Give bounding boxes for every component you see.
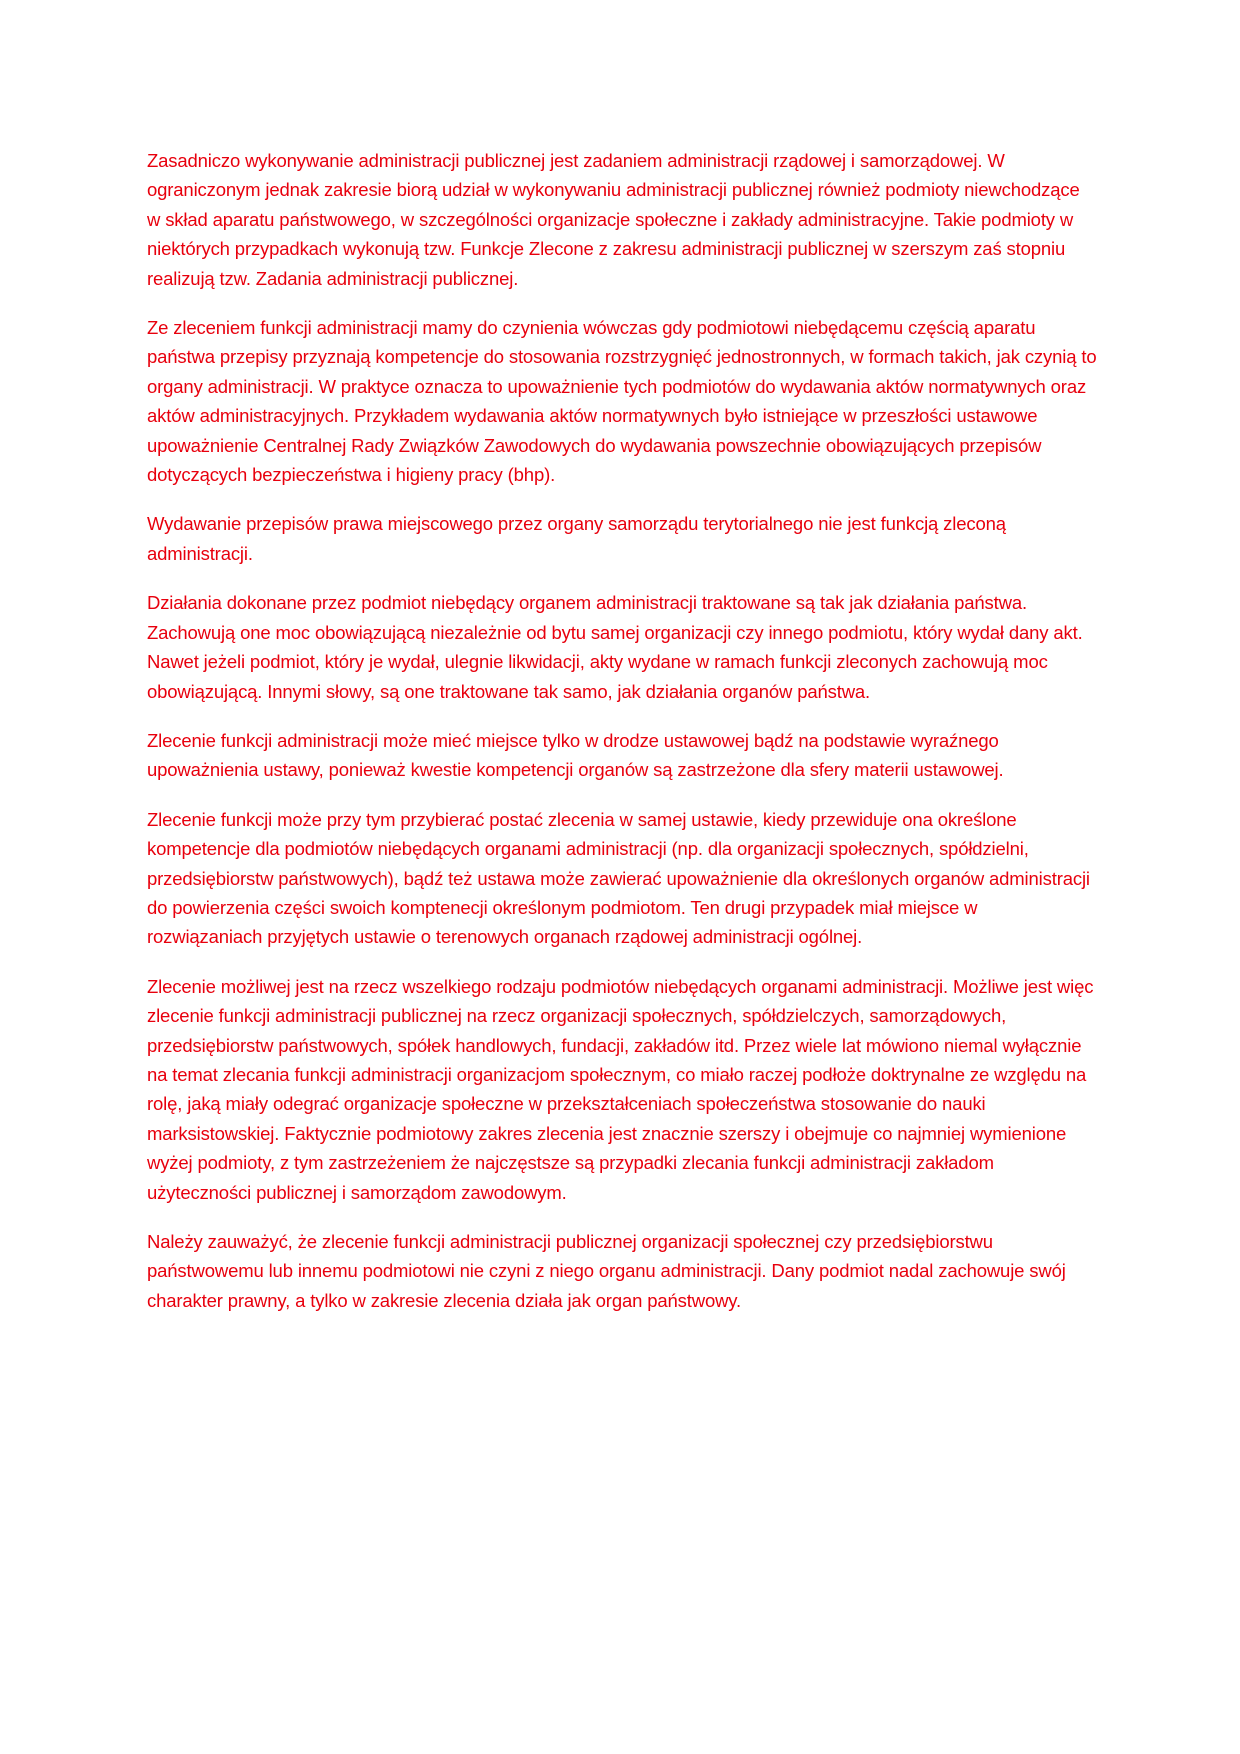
paragraph-3: Wydawanie przepisów prawa miejscowego przez organy samorządu terytorialnego nie jest funkcją zleconą administracji. [147, 513, 1006, 564]
paragraph-4: Działania dokonane przez podmiot niebędący organem administracji traktowane są tak jak działania państwa. Zachowują one moc obowiązującą niezależnie od bytu samej organizacji czy innego podmiotu, który wydał dany akt. Nawet jeżeli podmiot, który je wydał, ulegnie likwidacji, akty wydane w ramach funkcji zleconych zachowują moc obowiązującą. Innymi słowy, są one traktowane tak samo, jak działania organów państwa. [147, 592, 1083, 702]
paragraph-2: Ze zleceniem funkcji administracji mamy do czynienia wówczas gdy podmiotowi niebędącemu częścią aparatu państwa przepisy przyznają kompetencje do stosowania rozstrzygnięć jednostronnych, w formach takich, jak czynią to organy administracji. W praktyce oznacza to upoważnienie tych podmiotów do wydawania aktów normatywnych oraz aktów administracyjnych. Przykładem wydawania aktów normatywnych było istniejące w przeszłości ustawowe upoważnienie Centralnej Rady Związków Zawodowych do wydawania powszechnie obowiązujących przepisów dotyczących bezpieczeństwa i higieny pracy (bhp). [147, 317, 1097, 486]
paragraph-6: Zlecenie funkcji może przy tym przybierać postać zlecenia w samej ustawie, kiedy przewiduje ona określone kompetencje dla podmiotów niebędących organami administracji (np. dla organizacji społecznych, spółdzielni, przedsiębiorstw państwowych), bądź też ustawa może zawierać upoważnienie dla określonych organów administracji do powierzenia części swoich komptenecji określonym podmiotom. Ten drugi przypadek miał miejsce w rozwiązaniach przyjętych ustawie o terenowych organach rządowej administracji ogólnej. [147, 808, 1090, 948]
paragraph-5: Zlecenie funkcji administracji może mieć miejsce tylko w drodze ustawowej bądź na podstawie wyraźnego upoważnienia ustawy, ponieważ kwestie kompetencji organów są zastrzeżone dla sfery materii ustawowej. [147, 729, 1004, 781]
paragraph-8: Należy zauważyć, że zlecenie funkcji administracji publicznej organizacji społecznej czy przedsiębiorstwu państwowemu lub innemu podmiotowi nie czyni z niego organu administracji. Dany podmiot nadal zachowuje swój charakter prawny, a tylko w zakresie zlecenia działa jak organ państwowy. [147, 1231, 1066, 1311]
paragraph-1: Zasadniczo wykonywanie administracji publicznej jest zadaniem administracji rządowej i samorządowej. W ograniczonym jednak zakresie biorą udział w wykonywaniu administracji publicznej również podmioty niewchodzące w skład aparatu państwowego, w szczególności organizacje społeczne i zakłady administracyjne. Takie podmioty w niektórych przypadkach wykonują tzw. Funkcje Zlecone z zakresu administracji publicznej w szerszym zaś stopniu realizują tzw. Zadania administracji publicznej. [147, 150, 1080, 289]
document-body [147, 146, 1097, 1335]
paragraph-7: Zlecenie możliwej jest na rzecz wszelkiego rodzaju podmiotów niebędących organami administracji. Możliwe jest więc zlecenie funkcji administracji publicznej na rzecz organizacji społecznych, spółdzielczych, samorządowych, przedsiębiorstw państwowych, spółek handlowych, fundacji, zakładów itd. Przez wiele lat mówiono niemal wyłącznie na temat zlecania funkcji administracji organizacjom społecznym, co miało raczej podłoże doktrynalne ze względu na rolę, jaką miały odegrać organizacje społeczne w przekształceniach społeczeństwa stosowanie do nauki marksistowskiej. Faktycznie podmiotowy zakres zlecenia jest znacznie szerszy i obejmuje co najmniej wymienione wyżej podmioty, z tym zastrzeżeniem że najczęstsze są przypadki zlecania funkcji administracji zakładom użyteczności publicznej i samorządom zawodowym. [147, 975, 1094, 1203]
